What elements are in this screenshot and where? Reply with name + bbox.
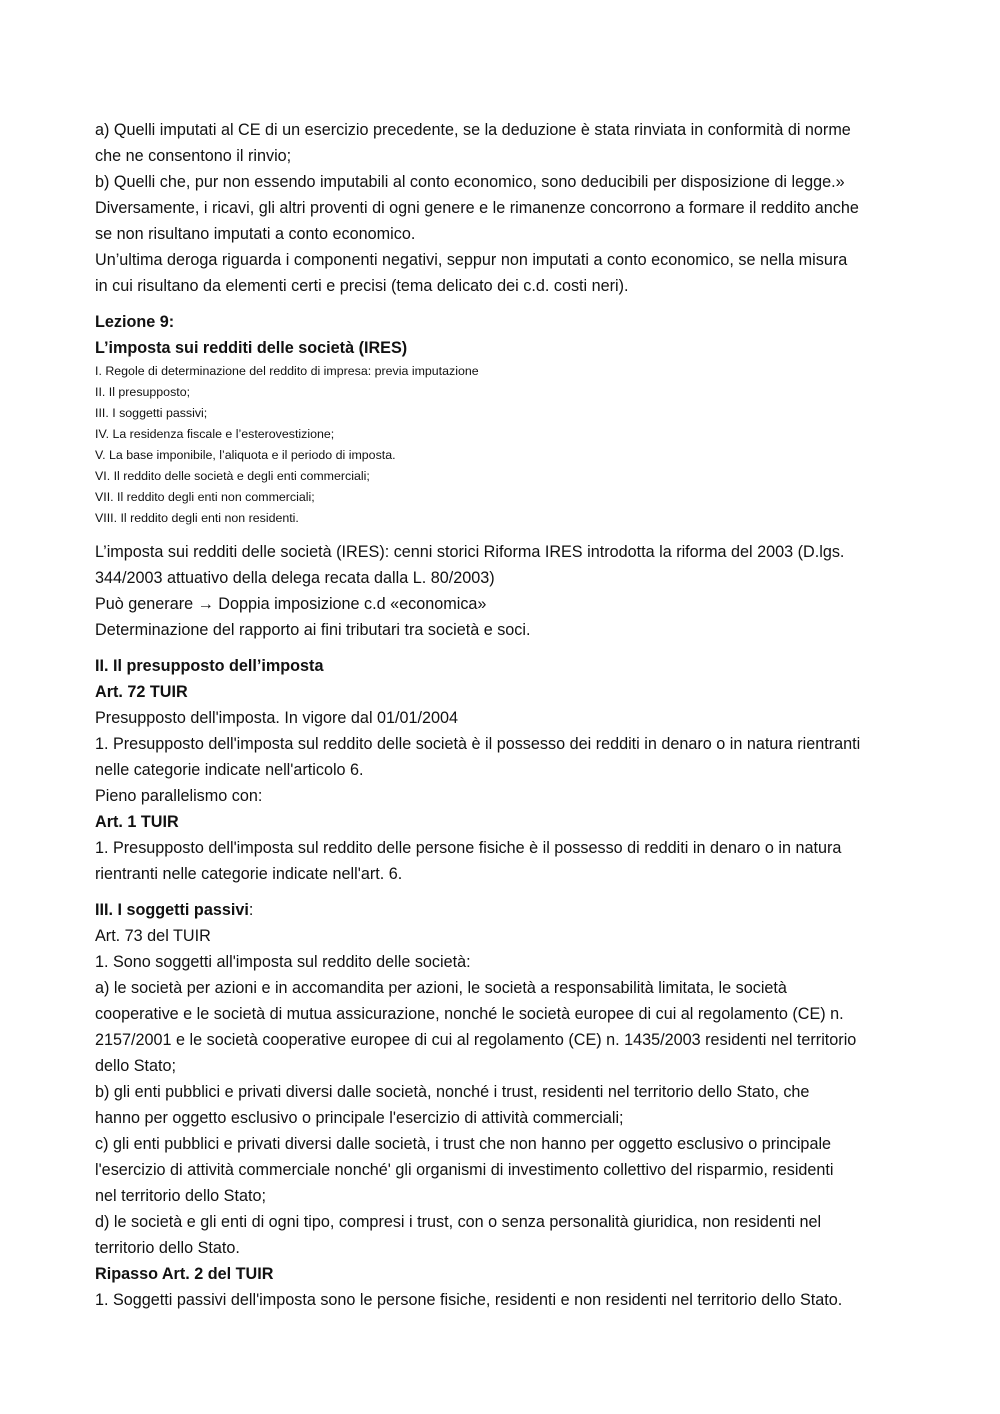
- text-line: c) gli enti pubblici e privati diversi dalle società, i trust che non hanno per oggetto esclusivo o principale: [95, 1135, 832, 1153]
- text-line: 1. Presupposto dell'imposta sul reddito delle società è il possesso dei redditi in denaro o in natura rientranti: [95, 735, 861, 753]
- section-presupposto: [95, 653, 910, 887]
- section-heading: II. Il presupposto dell’imposta: [95, 657, 324, 675]
- text-line: dello Stato;: [95, 1057, 176, 1075]
- lesson-subtitle: L’imposta sui redditi delle società (IRES): [95, 339, 408, 357]
- toc-item: III. I soggetti passivi;: [95, 406, 208, 420]
- intro-paragraph: [95, 117, 910, 299]
- toc-item: IV. La residenza fiscale e l’esterovestizione;: [95, 427, 335, 441]
- history-paragraph: [95, 539, 910, 643]
- text-line: 1. Sono soggetti all'imposta sul reddito delle società:: [95, 953, 471, 971]
- text-line: rientranti nelle categorie indicate nell'art. 6.: [95, 865, 403, 883]
- heading-colon: :: [248, 901, 254, 919]
- article-title: Art. 72 TUIR: [95, 683, 188, 701]
- article-title: Art. 1 TUIR: [95, 813, 179, 831]
- toc-item: II. Il presupposto;: [95, 385, 191, 399]
- lesson-toc: [95, 361, 910, 529]
- text-line: cooperative e le società di mutua assicurazione, nonché le società europee di cui al regolamento (CE) n.: [95, 1005, 844, 1023]
- text-line: Pieno parallelismo con:: [95, 787, 263, 805]
- text-line: Presupposto dell'imposta. In vigore dal 01/01/2004: [95, 709, 459, 727]
- text-line: d) le società e gli enti di ogni tipo, compresi i trust, con o senza personalità giuridica, non residenti nel: [95, 1213, 822, 1231]
- lesson-header: [95, 309, 910, 361]
- toc-item: VIII. Il reddito degli enti non residenti.: [95, 511, 299, 525]
- text-line: Un’ultima deroga riguarda i componenti negativi, seppur non imputati a conto economico, se nella misura: [95, 251, 848, 269]
- toc-item: I. Regole di determinazione del reddito di impresa: previa imputazione: [95, 364, 479, 378]
- section-soggetti-passivi: [95, 897, 910, 1313]
- text-line: territorio dello Stato.: [95, 1239, 240, 1257]
- lesson-title: Lezione 9:: [95, 313, 175, 331]
- text-line: 1. Soggetti passivi dell'imposta sono le persone fisiche, residenti e non residenti nel territorio dello Stato.: [95, 1291, 843, 1309]
- document-page: [95, 117, 910, 1313]
- text-line: se non risultano imputati a conto economico.: [95, 225, 416, 243]
- text-line: a) Quelli imputati al CE di un esercizio precedente, se la deduzione è stata rinviata in conformità di norme: [95, 121, 851, 139]
- text-line: nelle categorie indicate nell'articolo 6.: [95, 761, 364, 779]
- text-line: Diversamente, i ricavi, gli altri proventi di ogni genere e le rimanenze concorrono a formare il reddito anche: [95, 199, 859, 217]
- article-title: Ripasso Art. 2 del TUIR: [95, 1265, 274, 1283]
- section-heading-line: [95, 897, 910, 923]
- text-line: 1. Presupposto dell'imposta sul reddito delle persone fisiche è il possesso di redditi in denaro o in natura: [95, 839, 842, 857]
- text-line: b) gli enti pubblici e privati diversi dalle società, nonché i trust, residenti nel territorio dello Stato, che: [95, 1083, 810, 1101]
- text-line: che ne consentono il rinvio;: [95, 147, 292, 165]
- toc-item: V. La base imponibile, l’aliquota e il periodo di imposta.: [95, 448, 396, 462]
- text-line: 2157/2001 e le società cooperative europee di cui al regolamento (CE) n. 1435/2003 residenti nel territorio: [95, 1031, 857, 1049]
- text-line: 344/2003 attuativo della delega recata dalla L. 80/2003): [95, 569, 495, 587]
- text-line: l'esercizio di attività commerciale nonché' gli organismi di investimento collettivo del risparmio, residenti: [95, 1161, 834, 1179]
- toc-item: VI. Il reddito delle società e degli enti commerciali;: [95, 469, 370, 483]
- text-line: b) Quelli che, pur non essendo imputabili al conto economico, sono deducibili per disposizione di legge.»: [95, 173, 845, 191]
- text-line: Determinazione del rapporto ai fini tributari tra società e soci.: [95, 621, 531, 639]
- toc-item: VII. Il reddito degli enti non commerciali;: [95, 490, 315, 504]
- text-line: hanno per oggetto esclusivo o principale l'esercizio di attività commerciali;: [95, 1109, 624, 1127]
- text-line: nel territorio dello Stato;: [95, 1187, 266, 1205]
- text-line: Può generare → Doppia imposizione c.d «economica»: [95, 595, 487, 613]
- text-line: L’imposta sui redditi delle società (IRES): cenni storici Riforma IRES introdotta la riforma del 2003 (D.lgs.: [95, 543, 845, 561]
- text-line: in cui risultano da elementi certi e precisi (tema delicato dei c.d. costi neri).: [95, 277, 629, 295]
- text-line: a) le società per azioni e in accomandita per azioni, le società a responsabilità limitata, le società: [95, 979, 787, 997]
- section-heading: III. I soggetti passivi: [95, 901, 249, 919]
- text-line: Art. 73 del TUIR: [95, 927, 211, 945]
